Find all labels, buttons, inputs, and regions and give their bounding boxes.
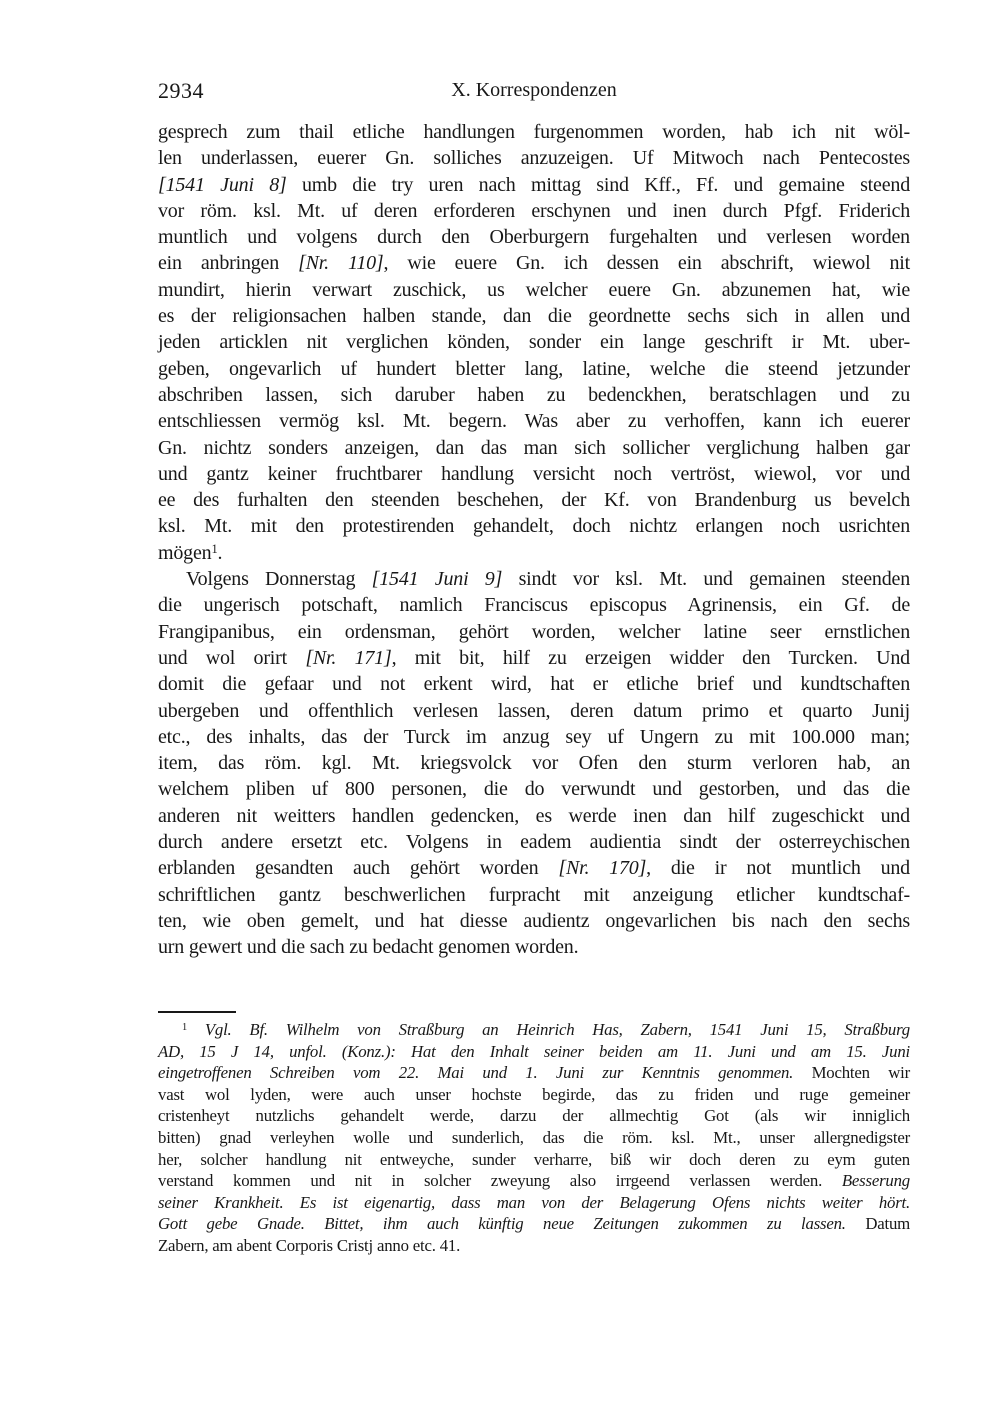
body-paragraph <box>158 566 910 960</box>
text-segment: und wol orirt <box>158 646 306 669</box>
italic-text: Gott gebe Gnade. Bittet, ihm auch künftig neue Zeitungen zukommen zu lassen. <box>158 1214 846 1234</box>
document-reference: [Nr. 171] <box>305 646 392 669</box>
footnote <box>158 1019 910 1257</box>
text-segment: umb die try uren nach mittag sind Kff., Ff. und gemaine steend <box>286 173 910 196</box>
italic-text: Vgl. Bf. Wilhelm von Straßburg an Heinrich Has, Zabern, 1541 Juni 15, Straßburg <box>187 1020 910 1039</box>
text-line <box>158 671 910 697</box>
date-reference: [1541 Juni 8] <box>158 173 287 196</box>
document-reference: [Nr. 110] <box>298 252 384 275</box>
date-reference: [1541 Juni 9] <box>371 568 503 591</box>
text-segment: ten, wie oben gemelt, und hat diesse audientz ongevarlichen bis nach den sechs <box>158 909 910 932</box>
footnote-line <box>158 1062 910 1084</box>
text-line <box>158 619 910 645</box>
text-segment: ee des furhalten den steenden beschehen, der Kf. von Brandenburg us bevelch <box>158 489 910 512</box>
text-segment: muntlich und volgens durch den Oberburgern furgehalten und verlesen worden <box>158 226 910 249</box>
text-segment: anderen nit weitters handlen gedencken, es werde inen dan hilf zugeschickt und <box>158 804 910 827</box>
text-line <box>158 750 910 776</box>
footnote-line <box>158 1192 910 1214</box>
footnote-line <box>158 1127 910 1149</box>
text-segment: entschliessen vermög ksl. Mt. begern. Was aber zu verhoffen, kann ich euerer <box>158 410 910 433</box>
text-line <box>158 934 910 960</box>
footnote-line <box>158 1105 910 1127</box>
text-line <box>158 645 910 671</box>
text-line <box>158 882 910 908</box>
text-line <box>158 224 910 250</box>
text-line <box>158 250 910 276</box>
italic-text: AD, 15 J 14, unfol. (Konz.): Hat den Inhalt seiner beiden am 11. Juni und am 15. Juni <box>158 1041 910 1061</box>
italic-text: eingetroffenen Schreiben vom 22. Mai und 1. Juni zur Kenntnis genommen. <box>158 1063 794 1083</box>
text-segment: domit die gefaar und not erkent wird, hat er etliche brief und kundtschaften <box>158 673 910 696</box>
text-segment: die ungerisch potschaft, namlich Franciscus episcopus Agrinensis, ein Gf. de <box>158 594 910 617</box>
text-segment: Zabern, am abent Corporis Cristj anno etc. 41. <box>158 1235 461 1255</box>
footnote-line <box>158 1019 910 1041</box>
text-segment: , wie euere Gn. ich dessen ein abschrift, wiewol nit <box>383 252 910 275</box>
text-segment: her, solcher handlung nit entweyche, sunder verharre, biß wir doch deren zu eym guten <box>158 1149 910 1169</box>
footnote-line <box>158 1235 910 1257</box>
text-line <box>158 698 910 724</box>
text-segment: welchem pliben uf 800 personen, die do verwundt und gestorben, und das die <box>158 778 910 801</box>
text-segment: cristenheyt nutzlichs gehandelt werde, darzu der allmechtig Got (als wir inniglich <box>158 1106 910 1126</box>
text-line <box>158 119 910 145</box>
footnote-line <box>158 1084 910 1106</box>
text-segment: ubergeben und offenthlich verlesen lassen, deren datum primo et quarto Junij <box>158 699 910 722</box>
body-paragraph <box>158 119 910 566</box>
text-line <box>158 592 910 618</box>
text-segment: mundirt, hierin verwart zuschick, us welcher euere Gn. abzunemen hat, wie <box>158 278 910 301</box>
footnote-line <box>158 1170 910 1192</box>
text-segment: geben, ongevarlich uf hundert bletter lang, latine, welche die steend jetzunder <box>158 357 910 380</box>
footnote-marker: 1 <box>182 1022 188 1034</box>
text-segment: item, das röm. kgl. Mt. kriegsvolck vor Ofen den sturm verloren hab, an <box>158 752 910 775</box>
text-segment: mögen <box>158 541 212 564</box>
text-line <box>158 303 910 329</box>
text-line <box>158 566 910 592</box>
text-segment: , mit bit, hilf zu erzeigen widder den Turcken. Und <box>391 646 910 669</box>
text-segment: und gantz keiner fruchtbarer handlung versicht noch vertröst, wiewol, vor und <box>158 462 910 485</box>
text-segment: es der religionsachen halben stande, dan die geordnette sechs sich in allen und <box>158 305 910 328</box>
footnote-line <box>158 1041 910 1063</box>
footnote-line <box>158 1149 910 1171</box>
text-line <box>158 829 910 855</box>
text-segment: vast wol lyden, were auch unser hochste begirde, das zu friden und ruge gemeiner <box>158 1084 910 1104</box>
text-segment: Datum <box>845 1214 911 1234</box>
main-text <box>158 119 910 961</box>
italic-text: seiner Krankheit. Es ist eigenartig, dass man von der Belagerung Ofens nichts weiter hört. <box>158 1192 910 1212</box>
page-number: 2934 <box>158 78 204 103</box>
text-segment: durch andere ersetzt etc. Volgens in eadem audientia sindt der osterreychischen <box>158 831 910 854</box>
text-segment: , die ir not muntlich und <box>646 857 910 880</box>
footnote-separator-rule <box>158 1011 236 1013</box>
text-segment: erblanden gesandten auch gehört worden <box>158 857 559 880</box>
italic-text: Besserung <box>841 1171 910 1191</box>
document-reference: [Nr. 170] <box>558 857 647 880</box>
text-segment: Mochten wir <box>793 1063 911 1083</box>
text-line <box>158 435 910 461</box>
text-segment: gesprech zum thail etliche handlungen furgenommen worden, hab ich nit wöl- <box>158 121 910 143</box>
text-segment: Volgens Donnerstag <box>186 568 372 591</box>
text-line <box>158 776 910 802</box>
text-line <box>158 513 910 539</box>
text-segment: abschriben lassen, sich daruber haben zu bedenckhen, beratschlagen und zu <box>158 383 910 406</box>
text-line <box>158 461 910 487</box>
text-segment: urn gewert und die sach zu bedacht genomen worden. <box>158 936 579 959</box>
running-title: X. Korrespondenzen <box>451 79 617 101</box>
text-line <box>158 277 910 303</box>
text-line <box>158 198 910 224</box>
text-line <box>158 145 910 171</box>
text-line <box>158 724 910 750</box>
text-segment: vor röm. ksl. Mt. uf deren erforderen erschynen und inen durch Pfgf. Friderich <box>158 199 910 222</box>
text-segment: verstand kommen und nit in solcher zweyung also irrgeend verlassen werden. <box>158 1171 842 1191</box>
text-segment: ksl. Mt. mit den protestirenden gehandelt, doch nichtz erlangen noch usrichten <box>158 515 910 538</box>
text-segment: ein anbringen <box>158 252 299 275</box>
text-line <box>158 540 910 566</box>
text-line <box>158 908 910 934</box>
text-segment: jeden articklen nit verglichen könden, sonder ein lange geschrift ir Mt. uber- <box>158 331 910 354</box>
text-segment: bitten) gnad verleyhen wolle und sunderlich, das die röm. ksl. Mt., unser allergnedigster <box>158 1127 910 1147</box>
text-line <box>158 356 910 382</box>
text-segment: schriftlichen gantz beschwerlichen furpracht mit anzeigung etlicher kundtschaf- <box>158 883 910 906</box>
footnote-line <box>158 1213 910 1235</box>
text-segment: Frangipanibus, ein ordensman, gehört worden, welcher latine seer ernstlichen <box>158 620 910 643</box>
text-line <box>158 329 910 355</box>
text-segment: etc., des inhalts, das der Turck im anzug sey uf Ungern zu mit 100.000 man; <box>158 725 910 748</box>
text-line <box>158 855 910 881</box>
text-line <box>158 382 910 408</box>
text-segment: . <box>217 541 223 564</box>
footnote-marker: 1 <box>211 542 218 557</box>
text-segment: Gn. nichtz sonders anzeigen, dan das man sich sollicher verglichung halben gar <box>158 436 910 459</box>
text-line <box>158 172 910 198</box>
text-line <box>158 408 910 434</box>
text-segment: sindt vor ksl. Mt. und gemainen steenden <box>502 568 910 591</box>
text-line <box>158 803 910 829</box>
text-segment: len underlassen, euerer Gn. solliches anzuzeigen. Uf Mitwoch nach Pentecostes <box>158 147 910 170</box>
page-header <box>158 78 910 104</box>
text-line <box>158 487 910 513</box>
